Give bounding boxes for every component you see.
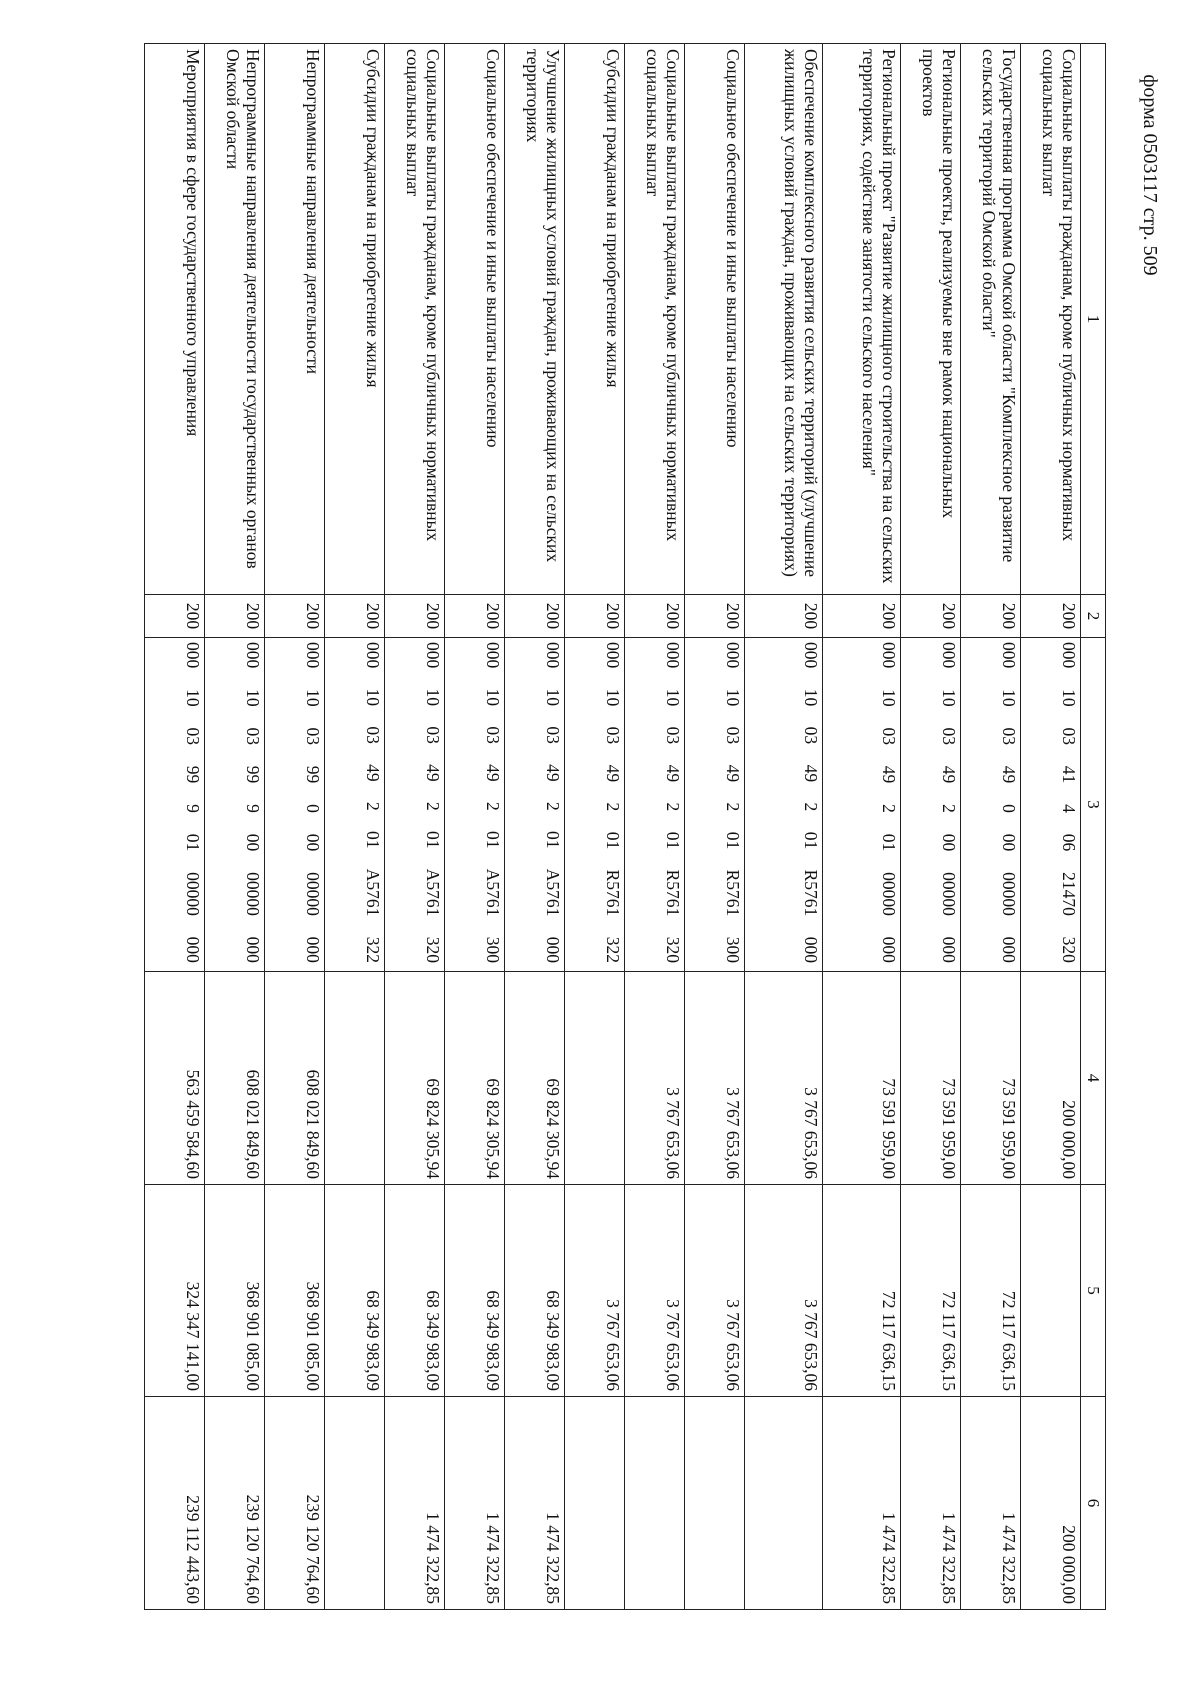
classification-code-segments [722, 638, 744, 971]
form-page-header: форма 0503117 стр. 509 [1139, 74, 1161, 276]
unexecuted-amount-cell [325, 1397, 385, 1610]
code-segment: 000 [303, 936, 323, 963]
code-segment: 2 [879, 804, 899, 813]
classification-code-segments [800, 638, 822, 971]
unexecuted-amount-cell: 1 474 322,85 [385, 1397, 445, 1610]
table-row [505, 44, 565, 1610]
executed-amount-cell: 3 767 653,06 [565, 1185, 625, 1397]
line-code-cell: 200 [505, 595, 565, 638]
budget-classification-code-cell [145, 638, 205, 972]
code-segment: 000 [999, 936, 1019, 963]
unexecuted-amount-cell: 200 000,00 [1021, 1397, 1081, 1610]
line-code-cell: 200 [823, 595, 901, 638]
code-segment: R5761 [723, 869, 743, 917]
unexecuted-amount-cell [565, 1397, 625, 1610]
code-segment: 10 [183, 689, 203, 707]
code-segment: 2 [723, 802, 743, 812]
budget-classification-code-cell [385, 638, 445, 972]
code-segment: A5761 [543, 868, 563, 917]
unexecuted-amount-cell [745, 1397, 823, 1610]
code-segment: 49 [939, 765, 959, 784]
indicator-name-cell: Субсидии гражданам на приобретение жилья [325, 44, 385, 595]
unexecuted-amount-cell: 1 474 322,85 [823, 1397, 901, 1610]
line-code-cell: 200 [265, 595, 325, 638]
code-segment: 2 [483, 801, 503, 811]
budget-classification-code-cell [961, 638, 1021, 972]
unexecuted-amount-cell: 1 474 322,85 [505, 1397, 565, 1610]
code-segment: R5761 [801, 869, 821, 917]
code-segment: 2 [543, 801, 563, 811]
budget-classification-code-cell [745, 638, 823, 972]
code-segment: 2 [663, 802, 683, 812]
code-segment: 000 [879, 936, 899, 963]
indicator-name-cell: Региональный проект "Развитие жилищного строительства на сельских территориях, содействие занятости сельского населения" [823, 44, 901, 595]
unexecuted-amount-cell [625, 1397, 685, 1610]
approved-amount-cell: 69 824 305,94 [505, 972, 565, 1185]
indicator-name-cell: Улучшение жилищных условий граждан, проживающих на сельских территориях [505, 44, 565, 595]
unexecuted-amount-cell: 1 474 322,85 [961, 1397, 1021, 1610]
classification-code-segments [422, 638, 444, 971]
code-segment: 49 [663, 764, 683, 783]
code-segment: 10 [801, 688, 821, 707]
code-segment: 49 [879, 765, 899, 784]
code-segment: 000 [939, 936, 959, 963]
code-segment: 00000 [303, 872, 323, 916]
code-segment: 03 [801, 726, 821, 745]
code-segment: 000 [243, 642, 263, 669]
code-segment: 10 [303, 689, 323, 707]
code-segment: 10 [663, 688, 683, 707]
code-segment: 320 [423, 936, 443, 963]
code-segment: A5761 [423, 868, 443, 917]
table-row [385, 44, 445, 1610]
table-row [205, 44, 265, 1610]
column-number: 2 [1081, 595, 1106, 638]
approved-amount-cell: 69 824 305,94 [385, 972, 445, 1185]
code-segment: 49 [543, 764, 563, 782]
column-number: 6 [1081, 1397, 1106, 1610]
code-segment: R5761 [663, 869, 683, 917]
table-row [1021, 44, 1081, 1610]
unexecuted-amount-cell: 1 474 322,85 [445, 1397, 505, 1610]
code-segment: 01 [603, 831, 623, 850]
executed-amount-cell: 3 767 653,06 [625, 1185, 685, 1397]
code-segment: 00000 [183, 872, 203, 916]
classification-code-segments [662, 638, 684, 971]
indicator-name-cell: Социальные выплаты гражданам, кроме публичных нормативных социальных выплат [1021, 44, 1081, 595]
executed-amount-cell: 72 117 636,15 [901, 1185, 961, 1397]
code-segment: 03 [603, 726, 623, 745]
budget-classification-code-cell [823, 638, 901, 972]
approved-amount-cell: 3 767 653,06 [625, 972, 685, 1185]
classification-code-segments [998, 638, 1020, 971]
executed-amount-cell: 68 349 983,09 [505, 1185, 565, 1397]
approved-amount-cell: 69 824 305,94 [445, 972, 505, 1185]
line-code-cell: 200 [961, 595, 1021, 638]
indicator-name-cell: Социальные выплаты гражданам, кроме публичных нормативных социальных выплат [625, 44, 685, 595]
code-segment: 10 [543, 688, 563, 707]
code-segment: 03 [423, 726, 443, 744]
budget-classification-code-cell [265, 638, 325, 972]
code-segment: 000 [801, 642, 821, 669]
unexecuted-amount-cell: 1 474 322,85 [901, 1397, 961, 1610]
code-segment: 000 [543, 936, 563, 963]
table-row [445, 44, 505, 1610]
classification-code-segments [542, 638, 564, 971]
code-segment: 03 [663, 726, 683, 745]
table-row [961, 44, 1021, 1610]
budget-classification-code-cell [1021, 638, 1081, 972]
table-row [145, 44, 205, 1610]
executed-amount-cell: 72 117 636,15 [823, 1185, 901, 1397]
indicator-name-cell: Непрограммные направления деятельности [265, 44, 325, 595]
code-segment: 01 [663, 831, 683, 850]
code-segment: 01 [483, 830, 503, 849]
executed-amount-cell: 68 349 983,09 [325, 1185, 385, 1397]
unexecuted-amount-cell [685, 1397, 745, 1610]
code-segment: 000 [303, 642, 323, 669]
executed-amount-cell [1021, 1185, 1081, 1397]
line-code-cell: 200 [1021, 595, 1081, 638]
code-segment: 03 [183, 727, 203, 745]
approved-amount-cell [325, 972, 385, 1185]
table-row [901, 44, 961, 1610]
code-segment: 99 [183, 765, 203, 784]
code-segment: 10 [603, 688, 623, 707]
classification-code-segments [482, 638, 504, 971]
code-segment: 000 [603, 642, 623, 669]
table-row [565, 44, 625, 1610]
line-code-cell: 200 [901, 595, 961, 638]
code-segment: 000 [723, 642, 743, 669]
indicator-name-cell: Социальное обеспечение и иные выплаты населению [445, 44, 505, 595]
approved-amount-cell: 608 021 849,60 [265, 972, 325, 1185]
code-segment: 000 [801, 936, 821, 963]
classification-code-segments [302, 638, 324, 971]
approved-amount-cell: 563 459 584,60 [145, 972, 205, 1185]
classification-code-segments [362, 638, 384, 971]
code-segment: 320 [663, 936, 683, 963]
code-segment: 322 [363, 936, 383, 963]
approved-amount-cell: 73 591 959,00 [901, 972, 961, 1185]
indicator-name-cell: Обеспечение комплексного развития сельских территорий (улучшение жилищных условий граждан, проживающих на сельских территориях) [745, 44, 823, 595]
code-segment: 320 [1059, 936, 1079, 963]
code-segment: 99 [243, 765, 263, 784]
budget-classification-code-cell [565, 638, 625, 972]
line-code-cell: 200 [445, 595, 505, 638]
code-segment: 000 [183, 936, 203, 963]
code-segment: 49 [999, 765, 1019, 784]
code-segment: 01 [183, 833, 203, 852]
indicator-name-cell: Непрограммные направления деятельности государственных органов Омской области [205, 44, 265, 595]
indicator-name-cell: Социальное обеспечение и иные выплаты населению [685, 44, 745, 595]
unexecuted-amount-cell: 239 112 443,60 [145, 1397, 205, 1610]
classification-code-segments [878, 638, 900, 971]
code-segment: 03 [543, 726, 563, 744]
code-segment: 03 [999, 727, 1019, 745]
table-row [325, 44, 385, 1610]
code-segment: 10 [1059, 689, 1079, 707]
code-segment: 000 [939, 642, 959, 669]
budget-classification-code-cell [685, 638, 745, 972]
column-number-row [1081, 44, 1106, 1610]
classification-code-segments [602, 638, 624, 971]
code-segment: 000 [183, 642, 203, 669]
code-segment: 10 [483, 688, 503, 707]
table-row [745, 44, 823, 1610]
code-segment: 000 [363, 642, 383, 669]
budget-classification-code-cell [625, 638, 685, 972]
code-segment: 0 [303, 804, 323, 813]
table-row [265, 44, 325, 1610]
budget-classification-code-cell [505, 638, 565, 972]
code-segment: 00 [303, 833, 323, 852]
line-code-cell: 200 [145, 595, 205, 638]
executed-amount-cell: 3 767 653,06 [685, 1185, 745, 1397]
code-segment: 300 [483, 936, 503, 963]
code-segment: 49 [483, 764, 503, 782]
code-segment: R5761 [603, 869, 623, 917]
code-segment: 10 [363, 688, 383, 707]
code-segment: 000 [483, 642, 503, 669]
approved-amount-cell: 608 021 849,60 [205, 972, 265, 1185]
approved-amount-cell: 3 767 653,06 [745, 972, 823, 1185]
table-row [625, 44, 685, 1610]
code-segment: 01 [879, 833, 899, 852]
code-segment: 49 [723, 764, 743, 783]
code-segment: 00000 [879, 872, 899, 916]
budget-classification-code-cell [445, 638, 505, 972]
line-code-cell: 200 [565, 595, 625, 638]
code-segment: 06 [1059, 833, 1079, 852]
indicator-name-cell: Государственная программа Омской области "Комплексное развитие сельских территорий Омской области" [961, 44, 1021, 595]
code-segment: 10 [939, 689, 959, 707]
code-segment: 000 [243, 936, 263, 963]
code-segment: 000 [999, 642, 1019, 669]
code-segment: 2 [423, 801, 443, 811]
approved-amount-cell: 73 591 959,00 [823, 972, 901, 1185]
budget-classification-code-cell [901, 638, 961, 972]
code-segment: 01 [801, 831, 821, 850]
line-code-cell: 200 [625, 595, 685, 638]
code-segment: 10 [423, 688, 443, 707]
code-segment: 10 [243, 689, 263, 707]
executed-amount-cell: 72 117 636,15 [961, 1185, 1021, 1397]
unexecuted-amount-cell: 239 120 764,60 [205, 1397, 265, 1610]
code-segment: 9 [183, 804, 203, 813]
code-segment: 01 [423, 830, 443, 849]
budget-classification-code-cell [325, 638, 385, 972]
code-segment: 01 [363, 830, 383, 849]
column-number: 3 [1081, 638, 1106, 972]
column-number: 1 [1081, 44, 1106, 595]
executed-amount-cell: 3 767 653,06 [745, 1185, 823, 1397]
code-segment: 10 [879, 689, 899, 707]
approved-amount-cell: 200 000,00 [1021, 972, 1081, 1185]
budget-classification-code-cell [205, 638, 265, 972]
executed-amount-cell: 324 347 141,00 [145, 1185, 205, 1397]
code-segment: 9 [243, 804, 263, 813]
code-segment: 300 [723, 936, 743, 963]
code-segment: 000 [879, 642, 899, 669]
code-segment: 00000 [999, 872, 1019, 916]
budget-execution-table [144, 43, 1106, 1610]
code-segment: 03 [939, 727, 959, 745]
code-segment: A5761 [483, 868, 503, 917]
code-segment: 2 [363, 801, 383, 811]
line-code-cell: 200 [685, 595, 745, 638]
classification-code-segments [182, 638, 204, 971]
code-segment: 00 [999, 833, 1019, 852]
code-segment: 03 [243, 727, 263, 745]
code-segment: 03 [303, 727, 323, 745]
indicator-name-cell: Региональные проекты, реализуемые вне рамок национальных проектов [901, 44, 961, 595]
code-segment: 000 [663, 642, 683, 669]
classification-code-segments [938, 638, 960, 971]
line-code-cell: 200 [745, 595, 823, 638]
code-segment: 49 [423, 764, 443, 782]
classification-code-segments [1058, 638, 1080, 971]
code-segment: 000 [1059, 642, 1079, 669]
report-table-container [184, 43, 1106, 1609]
executed-amount-cell: 68 349 983,09 [445, 1185, 505, 1397]
column-number: 5 [1081, 1185, 1106, 1397]
column-number: 4 [1081, 972, 1106, 1185]
code-segment: 49 [363, 764, 383, 782]
line-code-cell: 200 [205, 595, 265, 638]
code-segment: 00 [243, 833, 263, 852]
code-segment: 2 [603, 802, 623, 812]
code-segment: 01 [543, 830, 563, 849]
code-segment: 00000 [243, 872, 263, 916]
code-segment: 00 [939, 833, 959, 852]
code-segment: 322 [603, 936, 623, 963]
code-segment: 000 [543, 642, 563, 669]
code-segment: 2 [939, 804, 959, 813]
code-segment: 4 [1059, 804, 1079, 813]
executed-amount-cell: 68 349 983,09 [385, 1185, 445, 1397]
code-segment: 00000 [939, 872, 959, 916]
classification-code-segments [242, 638, 264, 971]
table-row [823, 44, 901, 1610]
indicator-name-cell: Мероприятия в сфере государственного управления [145, 44, 205, 595]
code-segment: 49 [603, 764, 623, 783]
indicator-name-cell: Социальные выплаты гражданам, кроме публичных нормативных социальных выплат [385, 44, 445, 595]
code-segment: 2 [801, 802, 821, 812]
code-segment: 21470 [1059, 872, 1079, 916]
executed-amount-cell: 368 901 085,00 [265, 1185, 325, 1397]
code-segment: 03 [723, 726, 743, 745]
code-segment: 99 [303, 765, 323, 784]
code-segment: 49 [801, 764, 821, 783]
code-segment: A5761 [363, 868, 383, 917]
approved-amount-cell: 73 591 959,00 [961, 972, 1021, 1185]
code-segment: 000 [423, 642, 443, 669]
code-segment: 01 [723, 831, 743, 850]
unexecuted-amount-cell: 239 120 764,60 [265, 1397, 325, 1610]
executed-amount-cell: 368 901 085,00 [205, 1185, 265, 1397]
code-segment: 03 [1059, 727, 1079, 745]
indicator-name-cell: Субсидии гражданам на приобретение жилья [565, 44, 625, 595]
code-segment: 0 [999, 804, 1019, 813]
line-code-cell: 200 [385, 595, 445, 638]
code-segment: 03 [483, 726, 503, 744]
code-segment: 10 [999, 689, 1019, 707]
table-row [685, 44, 745, 1610]
code-segment: 41 [1059, 765, 1079, 784]
approved-amount-cell [565, 972, 625, 1185]
approved-amount-cell: 3 767 653,06 [685, 972, 745, 1185]
code-segment: 03 [879, 727, 899, 745]
code-segment: 10 [723, 688, 743, 707]
line-code-cell: 200 [325, 595, 385, 638]
code-segment: 03 [363, 726, 383, 744]
